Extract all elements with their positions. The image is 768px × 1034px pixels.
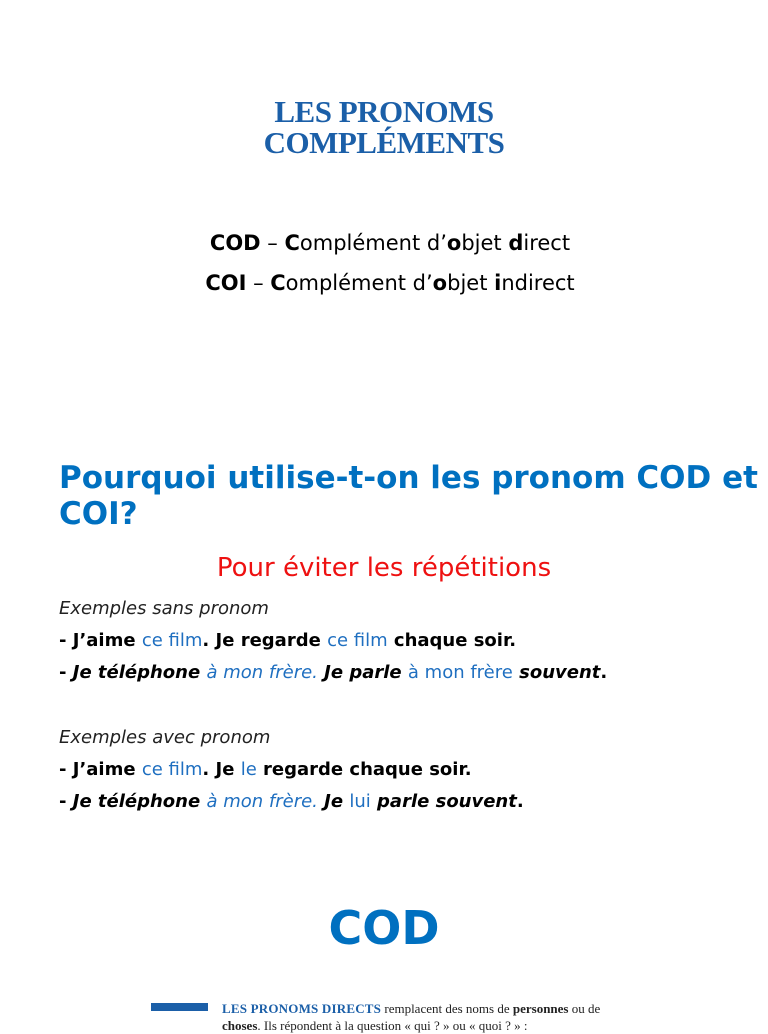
section-bar [151, 1003, 208, 1011]
bottom-bold: choses [222, 1018, 258, 1033]
bottom-text: ou de [568, 1001, 601, 1016]
cod-definition [0, 231, 768, 255]
ex-highlight: ce film [327, 630, 388, 651]
bottom-bold: personnes [512, 1001, 569, 1016]
cod-letter-o: o [446, 231, 462, 255]
ex-text: J’aime [72, 630, 142, 651]
coi-definition [0, 271, 768, 295]
example-with-2 [59, 791, 524, 812]
cod-text-1: omplément d’ [299, 231, 447, 255]
bottom-text: remplacent des noms de [381, 1001, 513, 1016]
title-line-2: COMPLÉMENTS [263, 125, 505, 160]
answer-heading: Pour éviter les répétitions [216, 553, 552, 583]
ex-text: . [600, 662, 608, 683]
bottom-line-2 [222, 1017, 622, 1034]
cod-abbr: COD [209, 231, 261, 255]
ex-highlight: lui [349, 791, 371, 812]
example-with-1 [59, 759, 472, 780]
ex-highlight: le [240, 759, 257, 780]
coi-letter-c: C [270, 271, 286, 295]
bottom-text: . Ils répondent à la question « qui ? » ou « quoi ? » : [257, 1018, 528, 1033]
ex-text: . Je [202, 759, 241, 780]
example-without-1 [59, 630, 516, 651]
question-heading: Pourquoi utilise-t-on les pronom COD et COI? [59, 460, 758, 532]
coi-dash: – [246, 271, 271, 295]
ex-text: . Je regarde [202, 630, 328, 651]
ex-text: Je [317, 791, 350, 812]
ex-text: Je parle [317, 662, 408, 683]
ex-text: Je téléphone [72, 791, 207, 812]
ex-text: . [516, 791, 524, 812]
ex-text: Je téléphone [72, 662, 207, 683]
ex-highlight: ce film [141, 630, 203, 651]
ex-text: J’aime [72, 759, 142, 780]
ex-text: regarde chaque soir. [256, 759, 472, 780]
cod-letter-c: C [284, 231, 300, 255]
page-title [0, 96, 768, 158]
cod-dash: – [260, 231, 285, 255]
dash: - [59, 759, 73, 780]
ex-text: chaque soir. [387, 630, 517, 651]
coi-text-3: ndirect [501, 271, 575, 295]
dash: - [59, 791, 73, 812]
cod-text-3: irect [523, 231, 571, 255]
ex-highlight: ce film [141, 759, 203, 780]
dash: - [59, 630, 73, 651]
bottom-excerpt [222, 1000, 622, 1034]
coi-letter-i: i [494, 271, 502, 295]
cod-section-heading: COD [328, 901, 440, 955]
coi-text-1: omplément d’ [285, 271, 433, 295]
coi-text-2: bjet [447, 271, 495, 295]
cod-text-2: bjet [461, 231, 509, 255]
coi-abbr: COI [205, 271, 247, 295]
title-line-1: LES PRONOMS [274, 94, 494, 129]
ex-highlight: à mon frère. [206, 791, 318, 812]
dash: - [59, 662, 73, 683]
bottom-line-1 [222, 1000, 622, 1017]
bottom-heading: LES PRONOMS DIRECTS [222, 1001, 382, 1016]
example-without-2 [59, 662, 607, 683]
ex-highlight: à mon frère. [206, 662, 318, 683]
cod-letter-d: d [508, 231, 524, 255]
examples-with-heading: Exemples avec pronom [59, 727, 271, 748]
ex-highlight: à mon frère [407, 662, 513, 683]
coi-letter-o: o [432, 271, 448, 295]
ex-text: parle souvent [370, 791, 517, 812]
ex-text: souvent [512, 662, 601, 683]
examples-without-heading: Exemples sans pronom [59, 598, 269, 619]
